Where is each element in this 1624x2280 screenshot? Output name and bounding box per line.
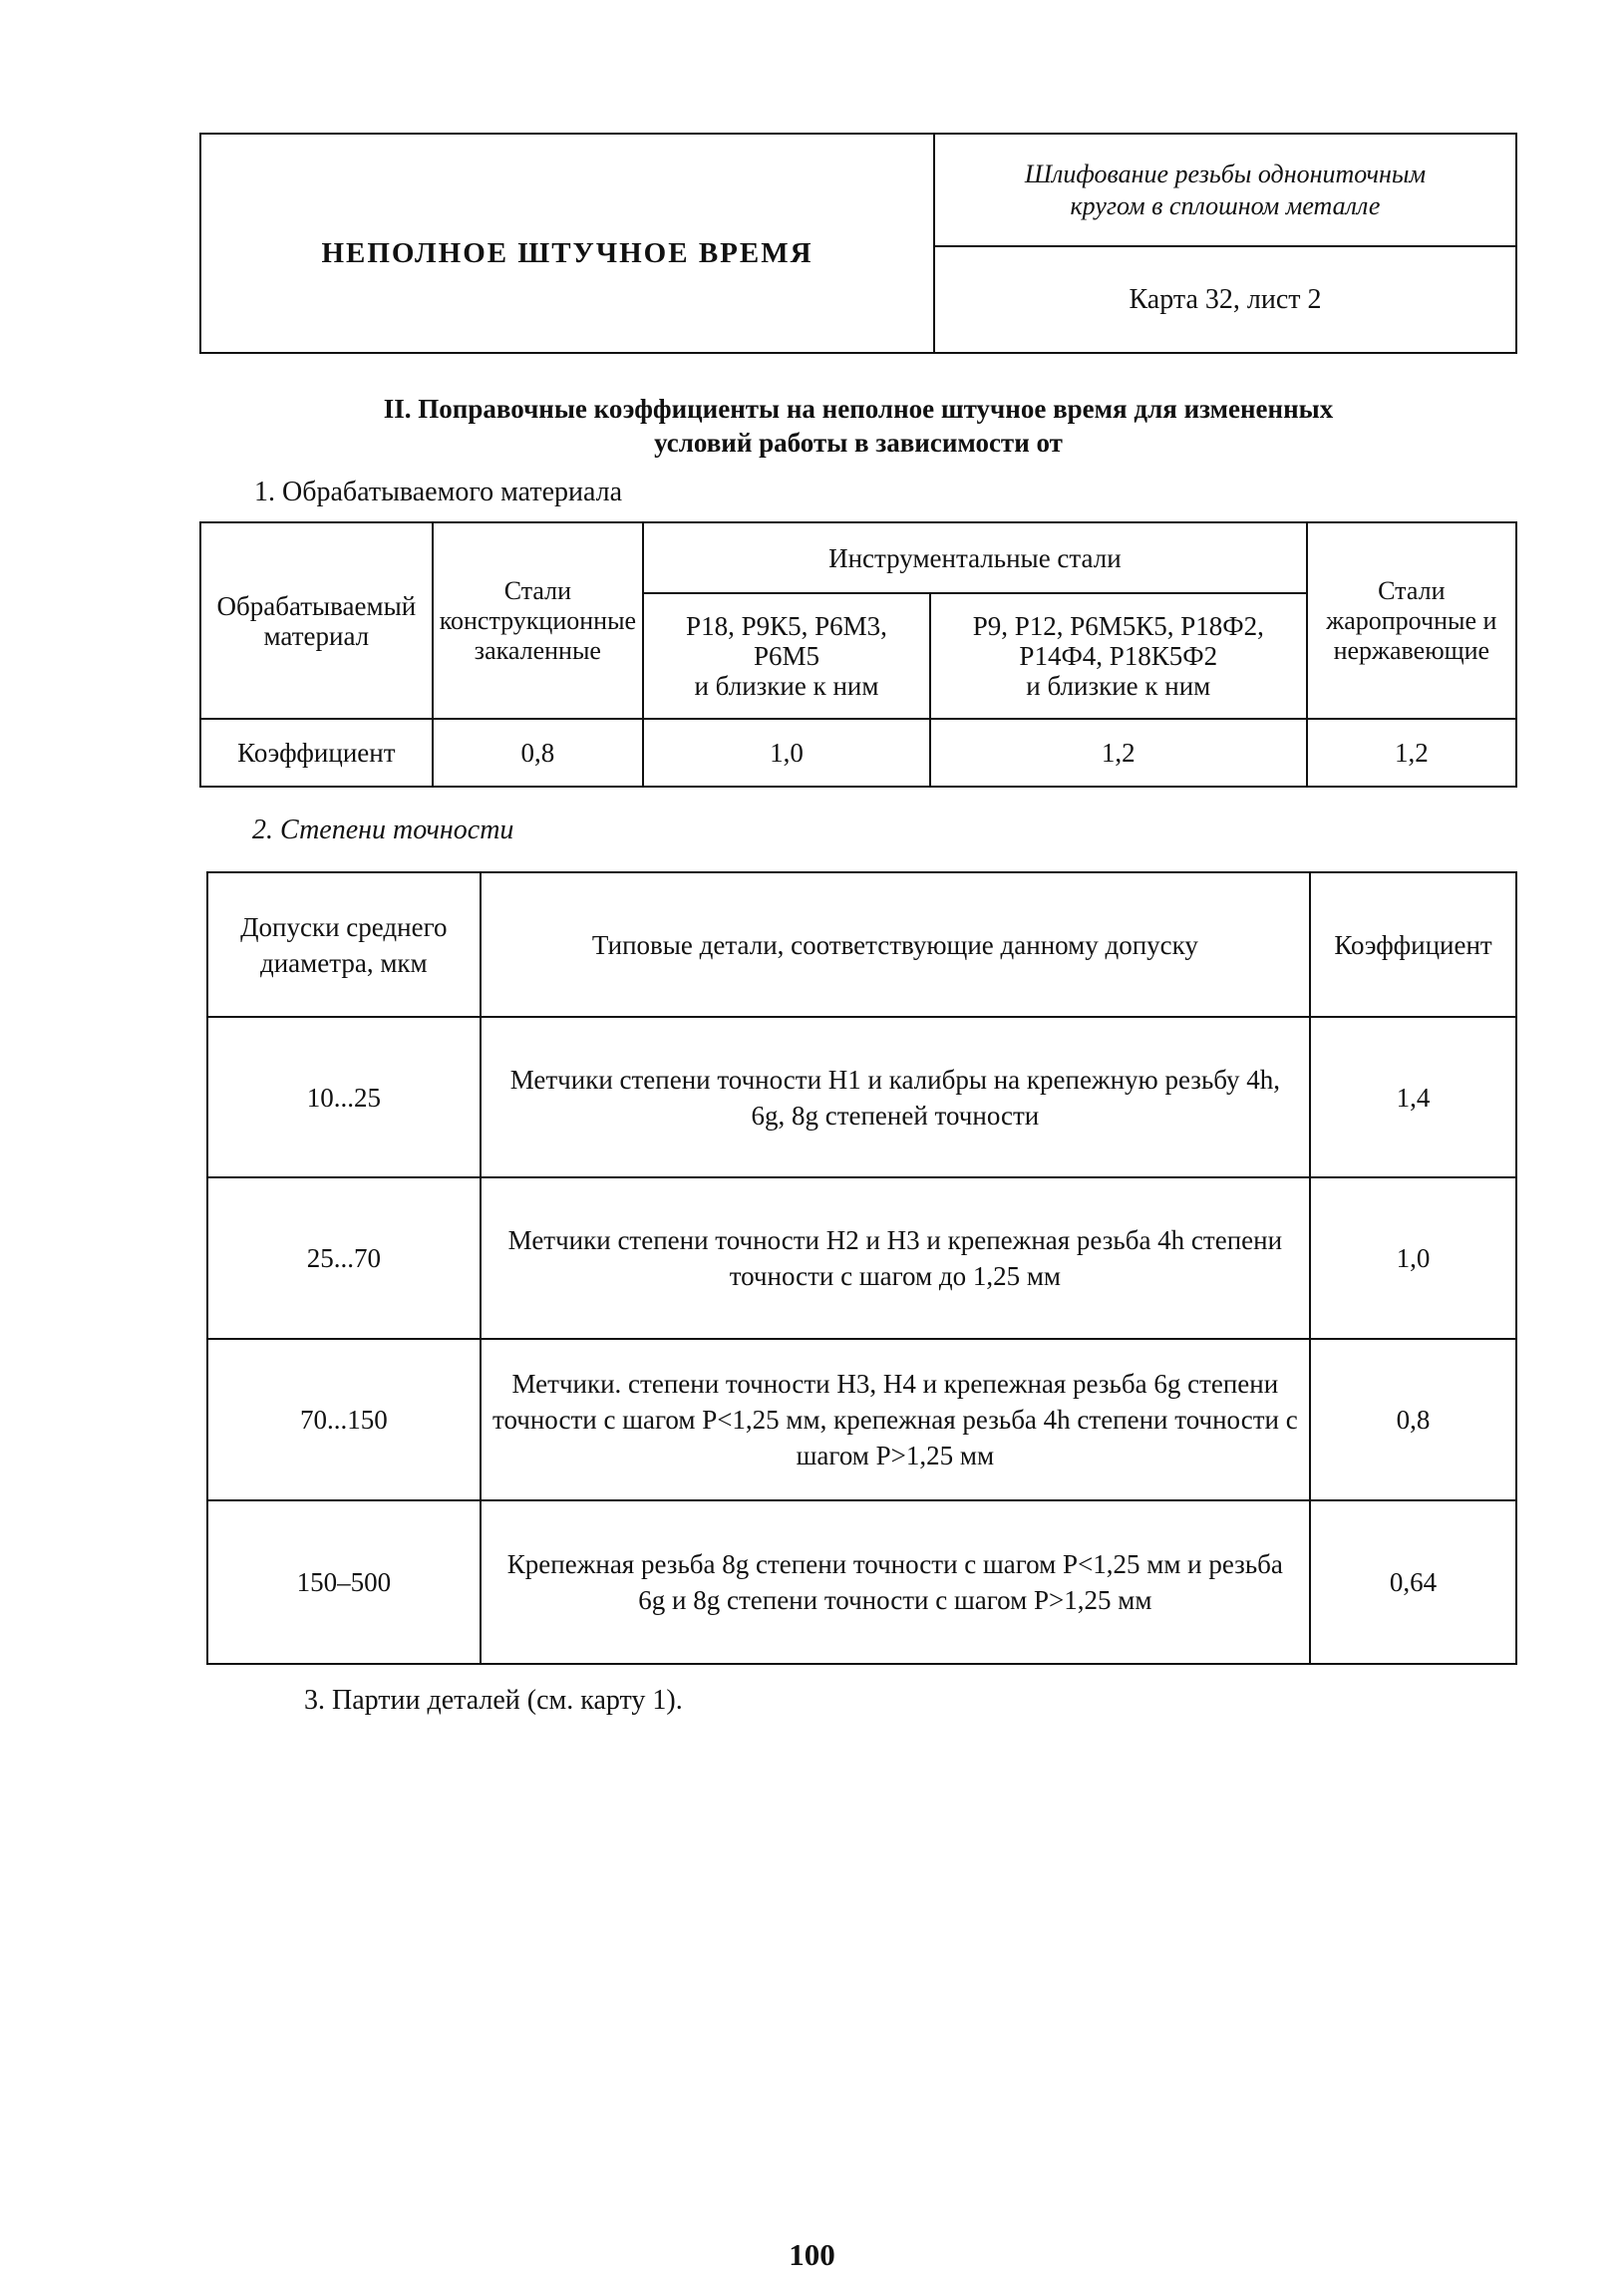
tool-steel-group-header: Инструментальные стали [643,522,1307,593]
heat-resistant-steel-header: Стали жаропрочные и нержавеющие [1307,522,1516,719]
parts-cell: Крепежная резьба 8g степени точности с шагом P<1,25 мм и резьба 6g и 8g степени точности с шагом P>1,25 мм [481,1500,1310,1664]
card-sheet-label: Карта 32, лист 2 [1129,283,1322,315]
tool-steel-b-line-1: Р9, Р12, Р6М5К5, Р18Ф2, [972,611,1264,641]
coefficient-tool-b: 1,2 [930,719,1307,787]
table-row [207,1500,1516,1664]
coefficient-heat-resistant: 1,2 [1307,719,1516,787]
accuracy-coefficient-table [206,871,1517,1665]
table-row [207,1339,1516,1500]
coefficient-cell: 1,0 [1310,1177,1516,1339]
tool-steel-a-line-1: Р18, Р9К5, Р6М3, [686,611,887,641]
table-row [207,1017,1516,1177]
structural-steel-header: Стали конструкционные закаленные [433,522,643,719]
coefficient-label: Коэффициент [200,719,433,787]
header-card-cell [935,247,1515,352]
tool-steel-b-line-3: и близкие к ним [1026,671,1211,701]
header-coefficient: Коэффициент [1310,872,1516,1017]
table-row [207,1177,1516,1339]
material-coefficient-table [199,521,1517,788]
tool-steel-b-header [930,593,1307,719]
header-block [199,133,1517,354]
operation-name [966,159,1484,222]
section-heading-line-1: II. Поправочные коэффициенты на неполное штучное время для измененных [383,394,1334,424]
material-row-header: Обрабатываемый материал [200,522,433,719]
subsection-material: 1. Обрабатываемого материала [254,477,623,507]
header-tolerance: Допуски среднего диаметра, мкм [207,872,481,1017]
parts-cell: Метчики. степени точности Н3, Н4 и крепежная резьба 6g степени точности с шагом P<1,25 мм, крепежная резьба 4h степени точности с шагом P>1,25 мм [481,1339,1310,1500]
tool-steel-a-line-3: и близкие к ним [694,671,879,701]
coefficient-structural: 0,8 [433,719,643,787]
section-heading-line-2: условий работы в зависимости от [654,428,1063,458]
page-number: 100 [789,2237,835,2272]
subsection-accuracy: 2. Степени точности [252,814,514,845]
section-heading [199,392,1517,460]
parts-cell: Метчики степени точности Н2 и Н3 и крепежная резьба 4h степени точности с шагом до 1,25 мм [481,1177,1310,1339]
tool-steel-b-line-2: Р14Ф4, Р18К5Ф2 [1019,641,1218,671]
coefficient-cell: 0,64 [1310,1500,1516,1664]
coefficient-tool-a: 1,0 [643,719,930,787]
parts-cell: Метчики степени точности Н1 и калибры на крепежную резьбу 4h, 6g, 8g степеней точности [481,1017,1310,1177]
tolerance-cell: 25...70 [207,1177,481,1339]
note-batch-of-parts: 3. Партии деталей (см. карту 1). [304,1685,683,1716]
header-typical-parts: Типовые детали, соответствующие данному допуску [481,872,1310,1017]
coefficient-cell: 1,4 [1310,1017,1516,1177]
header-operation-cell [935,135,1515,247]
operation-line-2: кругом в сплошном металле [1070,190,1381,220]
header-title-cell [201,135,935,352]
document-title: НЕПОЛНОЕ ШТУЧНОЕ ВРЕМЯ [321,236,813,269]
operation-line-1: Шлифование резьбы однониточным [1024,159,1427,188]
tool-steel-a-line-2: Р6М5 [753,641,819,671]
tolerance-cell: 150–500 [207,1500,481,1664]
coefficient-cell: 0,8 [1310,1339,1516,1500]
tool-steel-a-header [643,593,930,719]
tolerance-cell: 70...150 [207,1339,481,1500]
tolerance-cell: 10...25 [207,1017,481,1177]
